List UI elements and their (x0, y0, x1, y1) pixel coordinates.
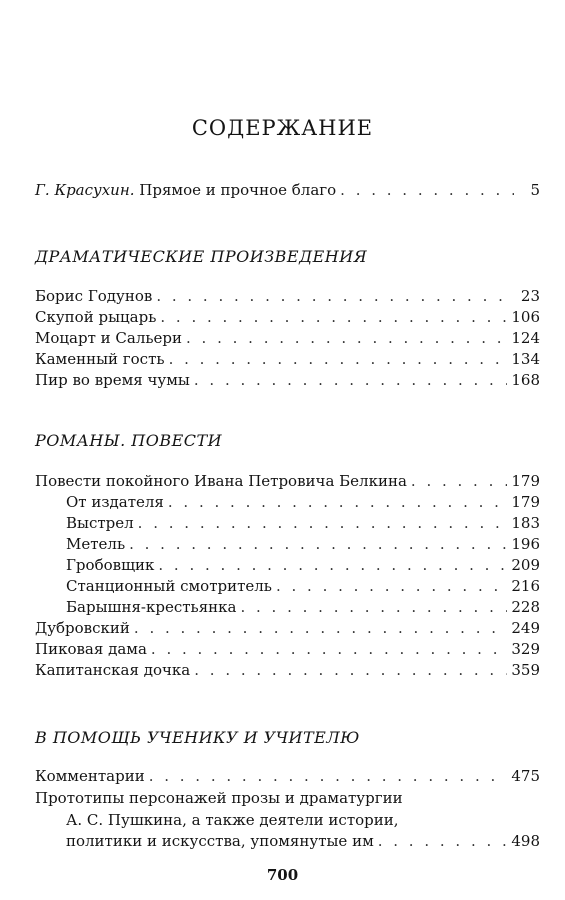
toc-entry (0, 639, 565, 660)
toc-entry-page: 106 (511, 308, 540, 326)
toc-entry (0, 286, 565, 307)
section-heading: РОМАНЫ. ПОВЕСТИ (35, 431, 223, 450)
toc-entry-page: 498 (511, 832, 540, 850)
leader-dots (169, 349, 508, 370)
toc-entry-page: 228 (511, 598, 540, 616)
toc-entry (0, 349, 565, 370)
toc-entry-title: Борис Годунов (35, 287, 153, 305)
toc-entry-label (35, 180, 336, 201)
section-help (0, 727, 565, 852)
toc-entry-title: Капитанская дочка (35, 661, 191, 679)
toc-entry (0, 492, 565, 513)
toc-entry-title-line: политики и искусства, упомянутые им (66, 832, 374, 850)
toc-entry-title: Дубровский (35, 619, 130, 637)
toc-entry (0, 370, 565, 391)
toc-entry (0, 180, 565, 201)
toc-entry-page: 475 (511, 767, 540, 785)
toc-entry (0, 766, 565, 787)
toc-entry-title: Станционный смотритель (66, 577, 272, 595)
leader-dots (156, 286, 514, 307)
leader-dots (138, 513, 508, 534)
toc-entry-author: Г. Красухин. (35, 181, 135, 199)
toc-entry-title: Каменный гость (35, 350, 165, 368)
toc-entry-page: 249 (511, 619, 540, 637)
page-number: 700 (266, 866, 299, 884)
toc-entry-page: 179 (511, 472, 540, 490)
toc-entry (0, 534, 565, 555)
toc-entry-title: От издателя (66, 493, 164, 511)
leader-dots (129, 534, 507, 555)
toc-entry-title-line: Прототипы персонажей прозы и драматургии (35, 789, 403, 807)
toc-entry (0, 831, 565, 852)
toc-entry-title: Комментарии (35, 767, 145, 785)
toc-entry-page: 179 (511, 493, 540, 511)
toc-entry-page: 209 (511, 556, 540, 574)
leader-dots (340, 180, 514, 201)
toc-entry (0, 471, 565, 492)
toc-entry-page: 168 (511, 371, 540, 389)
toc-entry-title: Барышня-крестьянка (66, 598, 237, 616)
leader-dots (186, 328, 507, 349)
toc-entry-title: Пир во время чумы (35, 371, 190, 389)
toc-entry-page: 359 (511, 661, 540, 679)
leader-dots (378, 831, 508, 852)
toc-entry (0, 328, 565, 349)
toc-entry (0, 307, 565, 328)
toc-entry (0, 513, 565, 534)
toc-entry-page: 23 (520, 287, 540, 305)
toc-entry-page: 216 (511, 577, 540, 595)
toc-entry-title: Выстрел (66, 514, 134, 532)
toc-entry-page: 134 (511, 350, 540, 368)
leader-dots (276, 576, 507, 597)
toc-entry-title: Моцарт и Сальери (35, 329, 183, 347)
toc-entry-title: Метель (66, 535, 126, 553)
toc-entry-title: Гробовщик (66, 556, 155, 574)
leader-dots (158, 555, 507, 576)
toc-entry-title: Пиковая дама (35, 640, 147, 658)
leader-dots (411, 471, 507, 492)
leader-dots (168, 492, 507, 513)
leader-dots (194, 660, 507, 681)
toc-entry-page: 196 (511, 535, 540, 553)
toc-entry-title: Повести покойного Ивана Петровича Белкина (35, 472, 407, 490)
leader-dots (160, 307, 507, 328)
leader-dots (134, 618, 507, 639)
toc-entry (0, 555, 565, 576)
toc-entry (0, 618, 565, 639)
toc-entry-title: Прямое и прочное благо (139, 181, 337, 199)
leader-dots (194, 370, 507, 391)
section-novels (0, 430, 565, 681)
leader-dots (151, 639, 507, 660)
toc-entry-title: Скупой рыцарь (35, 308, 157, 326)
toc-entry-page: 124 (511, 329, 540, 347)
toc-entry (0, 597, 565, 618)
toc-entry (0, 576, 565, 597)
leader-dots (149, 766, 508, 787)
toc-entry-title-line: А. С. Пушкина, а также деятели истории, (66, 811, 399, 829)
intro-block (0, 180, 565, 201)
section-dramatic (0, 246, 565, 391)
toc-entry-page: 183 (511, 514, 540, 532)
section-heading: ДРАМАТИЧЕСКИЕ ПРОИЗВЕДЕНИЯ (35, 247, 368, 266)
toc-entry-page: 329 (511, 640, 540, 658)
leader-dots (240, 597, 507, 618)
toc-entry-page: 5 (530, 181, 540, 199)
section-heading: В ПОМОЩЬ УЧЕНИКУ И УЧИТЕЛЮ (35, 728, 360, 747)
page-title: СОДЕРЖАНИЕ (191, 116, 374, 140)
toc-entry (0, 660, 565, 681)
